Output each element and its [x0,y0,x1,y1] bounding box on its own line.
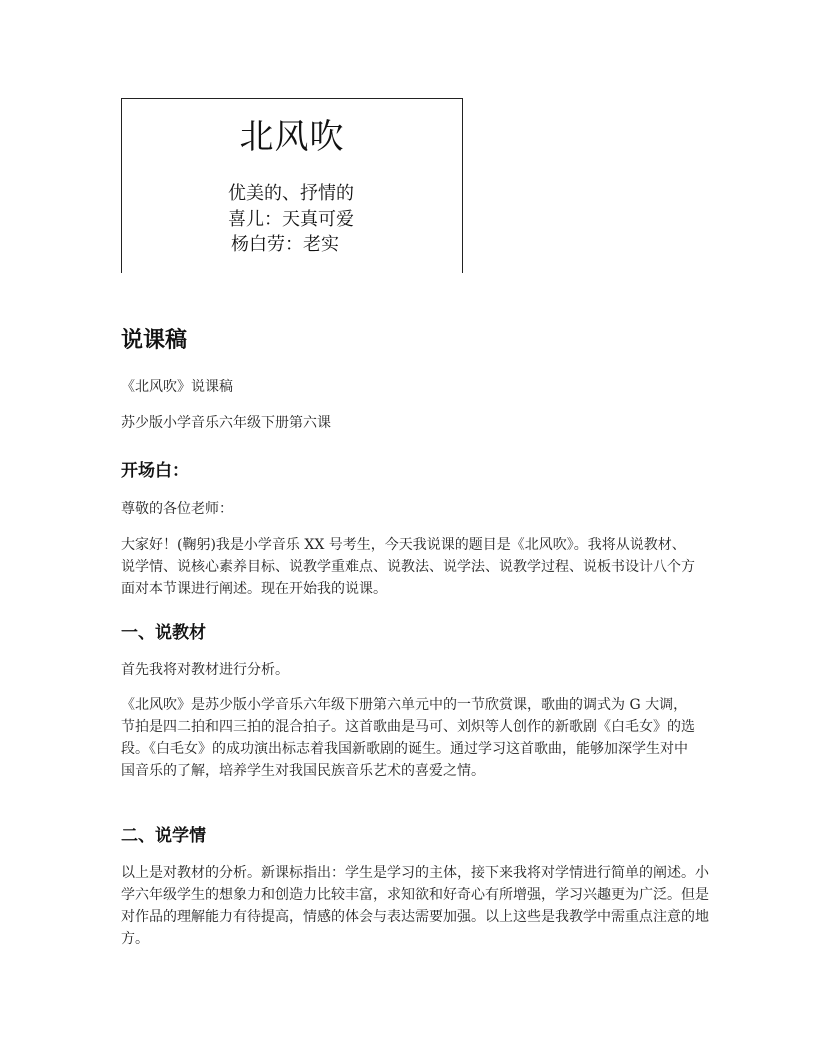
board-line-yangbailao: 杨白劳：老实 [231,234,339,255]
board-title: 北风吹 [239,117,345,157]
board-line-mood: 优美的、抒情的 [228,183,354,204]
opening-heading: 开场白： [121,461,189,481]
document-title: 说课稿 [121,328,188,353]
blackboard-design-box [121,98,463,273]
lesson-subtitle: 《北风吹》说课稿 [121,379,233,395]
section1-body: 《北风吹》是苏少版小学音乐六年级下册第六单元中的一节欣赏课，歌曲的调式为 G 大调，节拍是四二拍和四三拍的混合拍子。这首歌曲是马可、刘炽等人创作的新歌剧《白毛女》的选段。《白毛女》的成功演出标志着我国新歌剧的诞生。通过学习这首歌曲，能够加深学生对中国音乐的了解，培养学生对我国民族音乐艺术的喜爱之情。 [121,697,695,779]
intro-paragraph: 大家好！(鞠躬)我是小学音乐 XX 号考生，今天我说课的题目是《北风吹》。我将从说教材、说学情、说核心素养目标、说教学重难点、说教法、说学法、说教学过程、说板书设计八个方面对本节课进行阐述。现在开始我的说课。 [121,537,695,597]
greeting: 尊敬的各位老师： [121,501,233,517]
section2-body: 以上是对教材的分析。新课标指出：学生是学习的主体，接下来我将对学情进行简单的阐述。小学六年级学生的想象力和创造力比较丰富，求知欲和好奇心有所增强，学习兴趣更为广泛。但是对作品的理解能力有待提高，情感的体会与表达需要加强。以上这些是我教学中需重点注意的地方。 [121,865,709,947]
section1-lead: 首先我将对教材进行分析。 [121,662,289,678]
course-info: 苏少版小学音乐六年级下册第六课 [121,415,331,431]
section1-heading: 一、说教材 [121,623,206,643]
board-line-xier: 喜儿：天真可爱 [228,209,354,230]
section2-heading: 二、说学情 [121,826,206,846]
